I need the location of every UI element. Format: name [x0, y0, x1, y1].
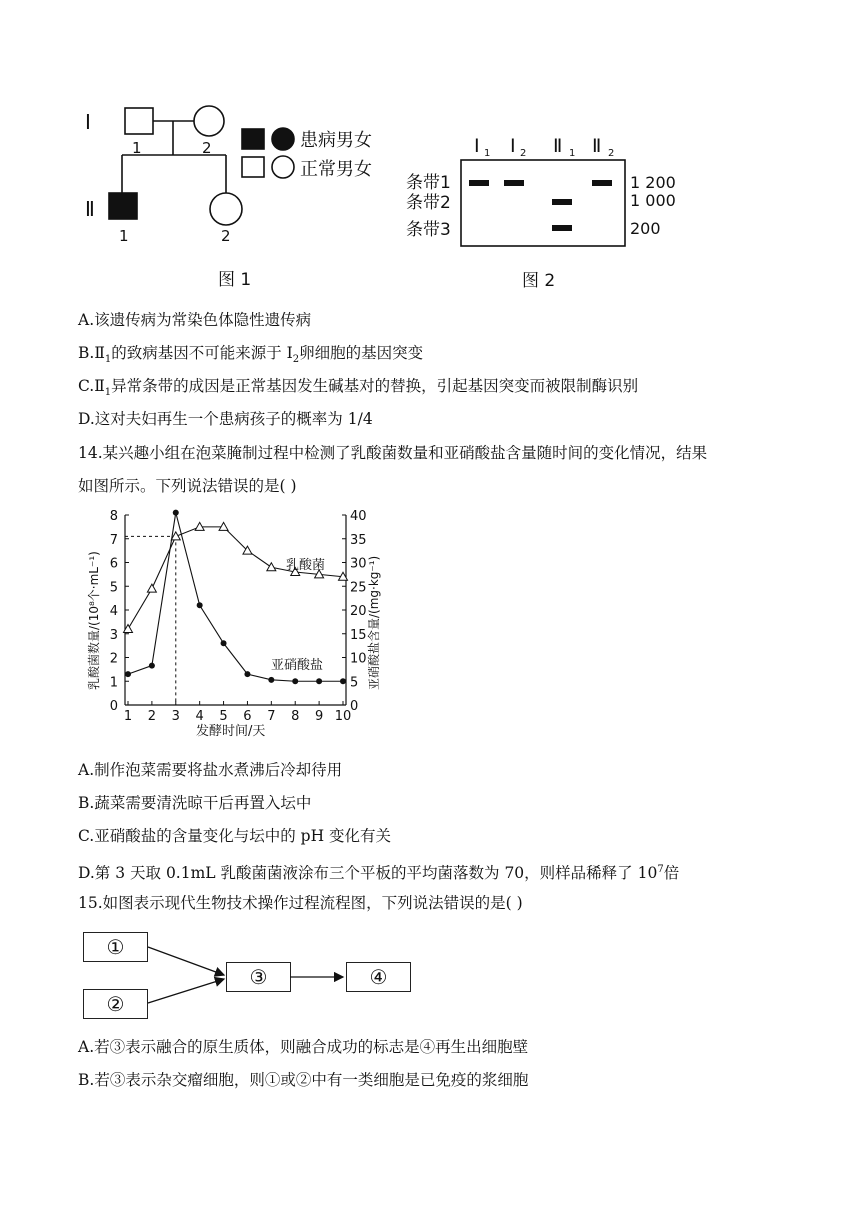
q13-c-sub: 1 — [104, 387, 112, 399]
band-size-1: 1 200 — [630, 173, 676, 192]
q15-option-a: A.若③表示融合的原生质体，则融合成功的标志是④再生出细胞壁 — [78, 1038, 529, 1056]
ytick-right-label-0: 0 — [350, 699, 359, 714]
series-label-lactic: 乳酸菌 — [286, 558, 326, 573]
ytick-right-label-25: 25 — [350, 580, 367, 596]
gen-II-label: Ⅱ — [85, 197, 95, 221]
legend-normal-square — [242, 157, 264, 177]
band-label-2: 条带2 — [406, 193, 451, 213]
q15-stem: 15.如图表示现代生物技术操作过程流程图，下列说法错误的是( ) — [78, 894, 523, 912]
nitrite-point-day-2 — [149, 663, 155, 669]
xtick-label-10: 10 — [334, 709, 352, 724]
II2-number: 2 — [221, 227, 231, 245]
flow-box-2: ② — [83, 989, 148, 1019]
q14-d-post: 倍 — [663, 864, 680, 883]
nitrite-point-day-1 — [125, 671, 131, 677]
ytick-left-label-0: 0 — [109, 699, 118, 714]
xtick-label-3: 3 — [171, 709, 180, 724]
chart-ylabel-left: 乳酸菌数量/(10⁸个·mL⁻¹) — [87, 551, 101, 690]
q13-c-pre: C.Ⅱ — [78, 377, 105, 395]
xtick-label-4: 4 — [195, 709, 204, 724]
flow-box-3: ③ — [226, 962, 291, 992]
q14-stem-line1: 14.某兴趣小组在泡菜腌制过程中检测了乳酸菌数量和亚硝酸盐含量随时间的变化情况，结果 — [78, 444, 708, 462]
xtick-label-7: 7 — [267, 709, 276, 724]
q13-option-b — [78, 342, 423, 371]
lactic-nitrite-chart — [78, 505, 408, 750]
band-size-2: 1 000 — [630, 191, 676, 210]
band-label-1: 条带1 — [406, 173, 451, 193]
ytick-left-label-2: 2 — [109, 651, 118, 667]
q13-b-pre: B.Ⅱ — [78, 344, 105, 362]
ytick-right-label-40: 40 — [350, 509, 367, 524]
nitrite-point-day-10 — [340, 678, 346, 684]
q13-option-a: A.该遗传病为常染色体隐性遗传病 — [78, 311, 312, 329]
legend-affected-circle — [272, 128, 294, 150]
lane-label-4: Ⅱ — [592, 135, 602, 157]
band-II2-1200 — [592, 180, 612, 186]
q14-d-sup: 7 — [657, 864, 664, 875]
q13-c-post: 异常条带的成因是正常基因发生碱基对的替换，引起基因突变而被限制酶识别 — [111, 377, 639, 395]
flow-box-4: ④ — [346, 962, 411, 992]
ytick-right-label-35: 35 — [350, 532, 367, 548]
ytick-right-label-30: 30 — [350, 556, 367, 572]
q14-option-d — [78, 859, 679, 884]
band-I1-1200 — [469, 180, 489, 186]
band-I2-1200 — [504, 180, 524, 186]
I1-number: 1 — [132, 139, 142, 157]
ytick-left-label-5: 5 — [109, 580, 118, 596]
band-II1-200 — [552, 225, 572, 231]
ytick-right-label-10: 10 — [350, 651, 367, 667]
ytick-left-label-4: 4 — [109, 604, 118, 619]
legend-normal-circle — [272, 156, 294, 178]
ytick-left-label-6: 6 — [109, 556, 118, 572]
electrophoresis-figure — [400, 120, 700, 300]
flow-box-1: ① — [83, 932, 148, 962]
series-label-nitrite: 亚硝酸盐 — [271, 658, 324, 673]
xtick-label-6: 6 — [243, 709, 252, 724]
ytick-left-label-3: 3 — [109, 627, 118, 643]
legend-affected-label: 患病男女 — [300, 130, 372, 151]
lane-sub-3: 1 — [569, 148, 576, 159]
ytick-left-label-7: 7 — [109, 532, 118, 548]
q13-option-c — [78, 375, 638, 404]
figure1-caption: 图 1 — [218, 270, 252, 290]
nitrite-point-day-4 — [197, 602, 203, 608]
q13-b-mid: 的致病基因不可能来源于 I — [111, 344, 293, 362]
legend-normal-label: 正常男女 — [300, 159, 372, 180]
nitrite-point-day-6 — [244, 671, 250, 677]
ytick-right-label-20: 20 — [350, 604, 367, 619]
legend-affected-square — [242, 129, 264, 149]
gen-I-label: I — [85, 110, 91, 134]
lane-sub-4: 2 — [608, 148, 615, 159]
II1-square — [109, 193, 137, 219]
pedigree-figure — [80, 95, 410, 295]
figure2-caption: 图 2 — [522, 271, 556, 291]
nitrite-point-day-9 — [316, 678, 322, 684]
ytick-right-label-15: 15 — [350, 627, 367, 643]
chart-ylabel-right: 亚硝酸盐含量/(mg·kg⁻¹) — [367, 555, 381, 690]
series-line-nitrite — [128, 513, 343, 682]
arrow-2-to-3 — [148, 979, 224, 1003]
I2-number: 2 — [202, 139, 212, 157]
I1-square — [125, 108, 153, 134]
I2-circle — [194, 106, 224, 136]
lactic-point-day-7 — [267, 563, 276, 571]
ytick-left-label-1: 1 — [109, 675, 118, 691]
lane-label-3: Ⅱ — [553, 135, 563, 157]
q14-d-pre: D.第 3 天取 0.1mL 乳酸菌菌液涂布三个平板的平均菌落数为 70，则样品稀释了 10 — [78, 864, 658, 883]
lane-label-1: I — [474, 135, 480, 157]
q14-option-b: B.蔬菜需要清洗晾干后再置入坛中 — [78, 794, 312, 812]
q13-b-sub1: 1 — [104, 354, 112, 366]
xtick-label-5: 5 — [219, 709, 228, 724]
ytick-left-label-8: 8 — [109, 509, 118, 524]
nitrite-point-day-7 — [268, 677, 274, 683]
q14-option-c: C.亚硝酸盐的含量变化与坛中的 pH 变化有关 — [78, 827, 392, 845]
band-size-3: 200 — [630, 219, 661, 238]
nitrite-point-day-3 — [173, 510, 179, 516]
flow-arrows — [140, 935, 360, 1020]
xtick-label-2: 2 — [147, 709, 157, 724]
lane-sub-1: 1 — [484, 148, 491, 159]
arrow-1-to-3 — [148, 947, 224, 975]
xtick-label-8: 8 — [291, 709, 300, 724]
q13-b-post: 卵细胞的基因突变 — [299, 344, 424, 362]
q13-b-sub2: 2 — [292, 354, 300, 366]
nitrite-point-day-8 — [292, 678, 298, 684]
q15-option-b: B.若③表示杂交瘤细胞，则①或②中有一类细胞是已免疫的浆细胞 — [78, 1071, 529, 1089]
nitrite-point-day-5 — [221, 640, 227, 646]
q14-stem-line2: 如图所示。下列说法错误的是( ) — [78, 477, 297, 495]
chart-xlabel: 发酵时间/天 — [196, 724, 266, 739]
gel-box — [461, 160, 625, 246]
ytick-right-label-5: 5 — [350, 675, 359, 691]
II1-number: 1 — [119, 227, 129, 245]
xtick-label-9: 9 — [314, 709, 324, 724]
band-label-3: 条带3 — [406, 220, 451, 240]
lane-sub-2: 2 — [520, 148, 527, 159]
q14-option-a: A.制作泡菜需要将盐水煮沸后冷却待用 — [78, 761, 343, 779]
xtick-label-1: 1 — [123, 709, 133, 724]
band-II1-1000 — [552, 199, 572, 205]
q13-option-d: D.这对夫妇再生一个患病孩子的概率为 1/4 — [78, 410, 373, 428]
lane-label-2: I — [510, 135, 516, 157]
lactic-point-day-2 — [147, 584, 156, 592]
II2-circle — [210, 193, 242, 225]
